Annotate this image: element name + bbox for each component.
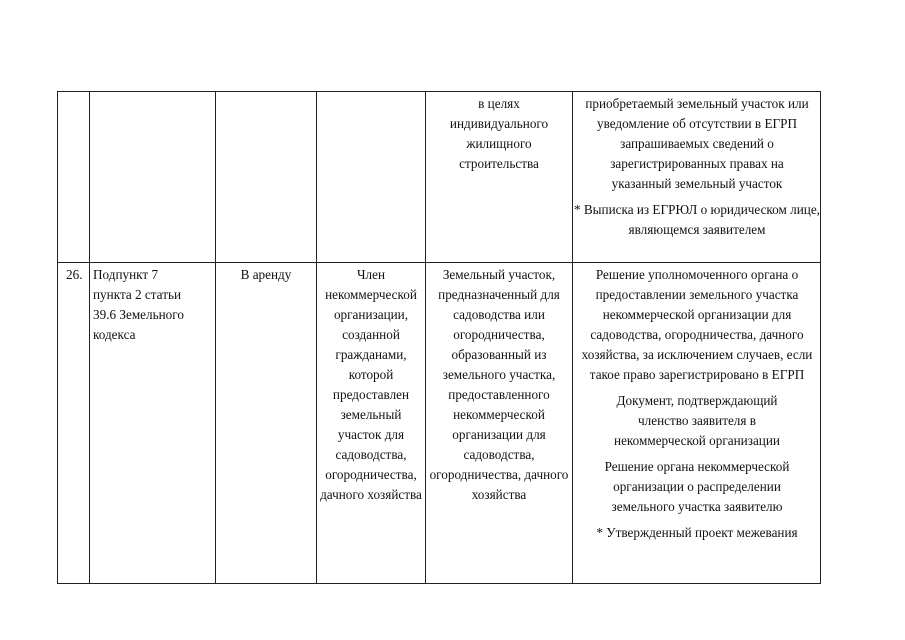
cell-number [58, 92, 90, 263]
cell-documents [573, 263, 821, 584]
cell-documents [573, 92, 821, 263]
cell-basis: Подпункт 7 пункта 2 статьи 39.6 Земельного кодекса [90, 263, 216, 584]
land-documents-table [57, 91, 821, 584]
document-item: Решение уполномоченного органа о предоставлении земельного участка некоммерческой организации для садоводства, огородничества, дачного хозяйства, за исключением случаев, если такое право зарегистрировано в ЕГРП [581, 267, 813, 382]
cell-type: В аренду [216, 263, 317, 584]
table-row [58, 263, 821, 584]
table-row [58, 92, 821, 263]
document-item: * Выписка из ЕГРЮЛ о юридическом лице, являющемся заявителем [574, 202, 820, 237]
cell-type [216, 92, 317, 263]
cell-applicant: Член некоммерческой организации, созданной гражданами, которой предоставлен земельный участок для садоводства, огородничества, дачного хозяйства [317, 263, 426, 584]
cell-number: 26. [58, 263, 90, 584]
document-item: Решение органа некоммерческой организации о распределении земельного участка заявителю [604, 459, 790, 514]
document-item: Документ, подтверждающий членство заявителя в некоммерческой организации [614, 393, 780, 448]
cell-basis [90, 92, 216, 263]
cell-land: Земельный участок, предназначенный для садоводства или огородничества, образованный из земельного участка, предоставленного некоммерческой организации для садоводства, огородничества, дачного хозяйства [426, 263, 573, 584]
cell-applicant [317, 92, 426, 263]
cell-land: в целях индивидуального жилищного строительства [426, 92, 573, 263]
document-item: приобретаемый земельный участок или уведомление об отсутствии в ЕГРП запрашиваемых сведений о зарегистрированных правах на указанный земельный участок [585, 96, 809, 191]
document-item: * Утвержденный проект межевания [596, 525, 798, 540]
